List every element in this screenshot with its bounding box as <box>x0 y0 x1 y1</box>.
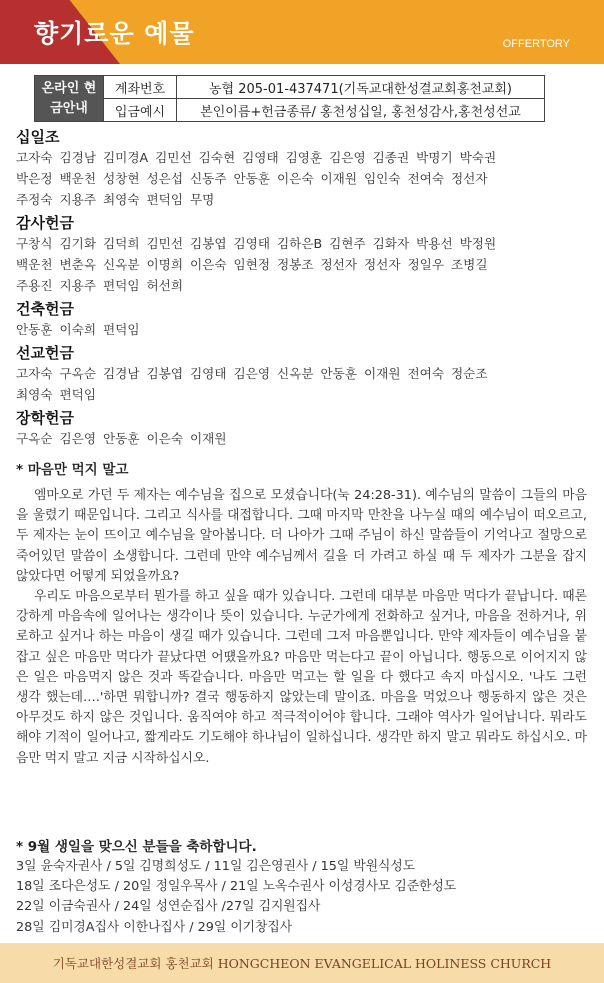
birthday-line: 28일 김미경A집사 이한나집사 / 29일 이기창집사 <box>16 919 293 935</box>
online-offering-info <box>34 75 545 122</box>
offering-lists <box>16 126 592 451</box>
offering-section-tithe <box>16 126 592 210</box>
names-line: 구옥순 김은영 안동훈 이은숙 이재원 <box>16 431 227 446</box>
church-name: 기독교대한성결교회 홍천교회 HONGCHEON EVANGELICAL HOLINESS CHURCH <box>52 956 552 971</box>
birthday-line: 3일 윤숙자권사 / 5일 김명희성도 / 11일 김은영권사 / 15일 박원식성도 <box>16 859 416 874</box>
article-paragraph: 우리도 마음으로부터 뭔가를 하고 싶을 때가 있습니다. 그런데 대부분 마음만 먹다가 끝납니다. 때론 강하게 마음속에 일어나는 생각이나 뜻이 있습니다. 누군가에게 전화하고 싶거나, 마음을 전하거나, 위로하고 싶거나 하는 마음이 생길 때가 있습니다. 그런데 그저 마음뿐입니다. 만약 제자들이 예수님을 붙잡고 싶은 마음만 먹다가 끝났다면 어떘을까요? 마음만 먹는다고 끝이 아닙니다. 행동으로 이어지지 않은 일은 마음먹지 않은 것과 똑같습니다. 마음만 먹고는 할 일을 다 했다고 속지 마십시오. '나도 그런 생각 했는데….'하면 뭐합니까? 결국 행동하지 않았는데 말이죠. 마음을 먹었으나 행동하지 않은 것은 아무것도 하지 않은 것입니다. 움직여야 하고 적극적이어야 합니다. 그래야 역사가 일어납니다. 뭐라도 해야 기적이 일어나고, 짧게라도 기도해야 하나님이 일하십니다. 생각만 하지 말고 뭐라도 하십시오. 마음만 먹지 말고 지금 시작하십시오. <box>16 589 587 766</box>
names-line: 박은정 백운천 성창현 성은섭 신동주 안동훈 이은숙 이재원 임인숙 전여숙 정선자 <box>16 171 488 186</box>
devotional-article <box>16 458 587 769</box>
info-label <box>35 76 104 122</box>
names-line: 고자숙 구옥순 김경남 김봉엽 김영태 김은영 신옥분 안동훈 이재원 전여숙 정순조 <box>16 366 488 381</box>
page-footer <box>0 943 604 983</box>
section-title: 장학헌금 <box>16 409 74 427</box>
section-title: 감사헌금 <box>16 214 74 232</box>
names-line: 고자숙 김경남 김미경A 김민선 김숙현 김영태 김영훈 김은영 김종권 박명기 박숙권 <box>16 150 497 165</box>
deposit-example-key: 입금예시 <box>104 99 177 122</box>
account-key: 계좌번호 <box>104 76 177 99</box>
article-title: * 마음만 먹지 말고 <box>16 462 129 478</box>
section-title: 건축헌금 <box>16 300 74 318</box>
names-line: 백운천 변춘옥 신옥분 이명희 이은숙 임현정 정봉조 정선자 정선자 정일우 조병길 <box>16 257 488 272</box>
deposit-example-value: 본인이름+헌금종류/ 홍천성십일, 홍천성감사,홍천성선교 <box>177 99 545 122</box>
page-subtitle: OFFERTORY <box>502 38 570 50</box>
names-line: 구창식 김기화 김덕희 김민선 김봉엽 김영태 김하은B 김현주 김화자 박용선 박정원 <box>16 236 497 251</box>
account-value: 농협 205-01-437471(기독교대한성결교회홍천교회) <box>177 76 545 99</box>
page-title: 향기로운 예물 <box>34 19 195 48</box>
birthday-section <box>16 837 592 938</box>
page-header <box>0 0 604 64</box>
offering-section-mission <box>16 342 592 405</box>
names-line: 주정숙 지용주 최영숙 편덕임 무명 <box>16 192 215 207</box>
birthday-line: 22일 이금숙권사 / 24일 성연순집사 /27일 김지원집사 <box>16 899 321 915</box>
offering-section-scholarship <box>16 407 592 449</box>
section-title: 십일조 <box>16 128 60 146</box>
section-title: 선교헌금 <box>16 344 74 362</box>
names-line: 안동훈 이숙희 편덕임 <box>16 322 140 337</box>
birthday-title: * 9월 생일을 맞으신 분들을 축하합니다. <box>16 839 257 855</box>
article-paragraph: 엠마오로 가던 두 제자는 예수님을 집으로 모셨습니다(눅 24:28-31). 예수님의 말씀이 그들의 마음을 울렸기 때문입니다. 그리고 식사를 대접합니다. 그때 마지막 만찬을 나누실 때의 예수님이 떠오르고, 두 제자는 눈이 뜨이고 예수님을 알아봅니다. 더 나아가 그때 주님이 하신 말씀들이 기억나고 절망으로 죽어있던 말씀이 소생합니다. 그런데 만약 예수님께서 길을 더 가려고 하실 때 두 제자가 그분을 잡지 않았다면 어떻게 되었을까요? <box>16 488 587 584</box>
names-line: 주용진 지용주 편덕임 허선희 <box>16 278 183 293</box>
info-label-text: 온라인 현금안내 <box>41 80 97 116</box>
offering-section-thanksgiving <box>16 212 592 296</box>
offering-section-building <box>16 298 592 340</box>
names-line: 최영숙 편덕임 <box>16 387 96 402</box>
birthday-line: 18일 조다은성도 / 20일 정일우목사 / 21일 노옥수권사 이성경사모 김준한성도 <box>16 879 457 895</box>
